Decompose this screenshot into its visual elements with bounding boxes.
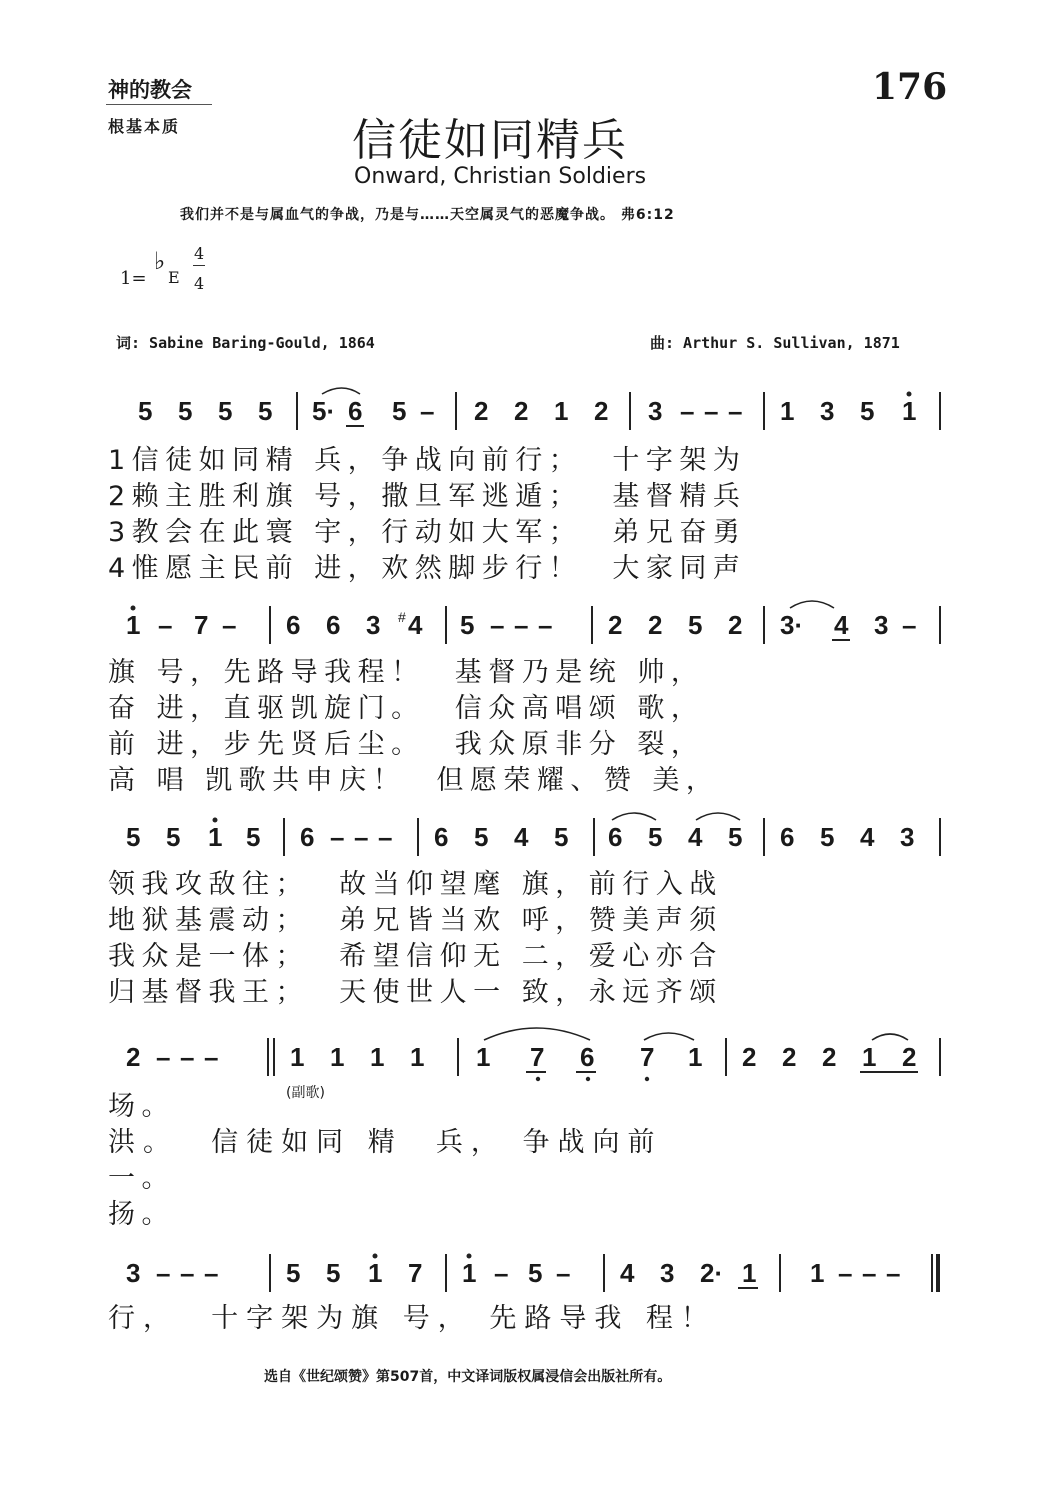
note: 1 [554, 396, 569, 426]
note: 1 [862, 1042, 877, 1072]
note: 1 [208, 822, 223, 852]
note: 5 [218, 396, 233, 426]
note: – [862, 1258, 877, 1288]
note: 6 [780, 822, 795, 852]
note: 2 [594, 396, 609, 426]
time-signature-bottom: 4 [194, 274, 205, 293]
note: – [180, 1258, 195, 1288]
note: 3 [648, 396, 663, 426]
note: 2 [902, 1042, 917, 1072]
low-octave-dot [536, 1077, 540, 1081]
high-octave-dot [373, 1254, 378, 1259]
lyric-line-2-2: 奋 进，直驱凯旋门。 信众高唱颂 歌， [108, 693, 705, 724]
time-signature-line [193, 265, 205, 266]
note: 2 [728, 610, 743, 640]
lyric-line-4-3: 一。 [108, 1163, 175, 1194]
note: 5 [688, 610, 703, 640]
note: 1 [410, 1042, 425, 1072]
note: 7 [530, 1042, 545, 1072]
slur [790, 601, 834, 608]
note: 1 [126, 610, 141, 640]
note: 3· [780, 610, 804, 640]
note: – [156, 1258, 171, 1288]
note: 6 [580, 1042, 595, 1072]
note: 5 [820, 822, 835, 852]
subcategory-label: 根基本质 [108, 117, 181, 136]
high-octave-dot [213, 818, 218, 823]
lyric-line-1-2: 2赖主胜利旗 号，撒旦军逃遁； 基督精兵 [108, 481, 747, 512]
low-octave-dot [645, 1077, 649, 1081]
key-note: E [168, 268, 180, 287]
note: 2· [700, 1258, 724, 1288]
note: – [330, 822, 345, 852]
note: 5 [860, 396, 875, 426]
page-title: 信徒如同精兵 [352, 115, 628, 166]
note: 3 [900, 822, 915, 852]
note: 4 [688, 822, 703, 852]
category-label: 神的教会 [108, 77, 192, 102]
note: 1 [902, 396, 917, 426]
note: 5 [648, 822, 663, 852]
lyric-line-3-2: 地狱基震动； 弟兄皆当欢 呼，赞美声须 [108, 905, 723, 936]
note: 4 [408, 610, 423, 640]
note: – [838, 1258, 853, 1288]
note: 6 [608, 822, 623, 852]
note: 5 [166, 822, 181, 852]
note: 2 [608, 610, 623, 640]
note: – [204, 1258, 219, 1288]
lyricist-credit: 词: Sabine Baring-Gould, 1864 [116, 334, 375, 352]
scripture-verse: 我们并不是与属血气的争战，乃是与……天空属灵气的恶魔争战。 弗6:12 [180, 207, 675, 223]
category-divider [106, 104, 212, 105]
note: 4 [514, 822, 529, 852]
note: 1 [810, 1258, 825, 1288]
note: 4 [860, 822, 875, 852]
note: – [680, 396, 695, 426]
notation-line-5 [0, 1248, 1049, 1296]
lyric-line-4-4: 扬。 [108, 1199, 175, 1230]
note: 5 [528, 1258, 543, 1288]
note: 2 [126, 1042, 141, 1072]
note: 5 [138, 396, 153, 426]
note: – [156, 1042, 171, 1072]
notation-line-2 [0, 600, 1049, 648]
note: 5 [728, 822, 743, 852]
slur [322, 388, 360, 394]
high-octave-dot [131, 606, 136, 611]
note: – [354, 822, 369, 852]
note: 3 [660, 1258, 675, 1288]
note: 3 [126, 1258, 141, 1288]
lyric-line-3-3: 我众是一体； 希望信仰无 二，爱心亦合 [108, 941, 723, 972]
lyric-line-2-3: 前 进，步先贤后尘。 我众原非分 裂， [108, 729, 705, 760]
note: 5 [126, 822, 141, 852]
note: 5 [326, 1258, 341, 1288]
note: 2 [782, 1042, 797, 1072]
lyric-line-5-1: 行， 十字架为旗 号， 先路导我 程！ [108, 1303, 716, 1334]
note: – [902, 610, 917, 640]
note: 5 [460, 610, 475, 640]
slur [872, 1034, 908, 1040]
copyright-footer: 选自《世纪颂赞》第507首，中文译词版权属浸信会出版社所有。 [264, 1369, 672, 1385]
note: 5 [178, 396, 193, 426]
flat-sign: ♭ [154, 246, 166, 275]
numbered-notation [0, 1032, 1049, 1092]
lyric-line-1-3: 3教会在此寰 宇，行动如大军； 弟兄奋勇 [108, 517, 747, 548]
note: – [514, 610, 529, 640]
note: 5 [258, 396, 273, 426]
note: 2 [514, 396, 529, 426]
english-title: Onward, Christian Soldiers [354, 164, 647, 189]
slur [484, 1028, 590, 1040]
key-prefix: 1= [120, 268, 147, 289]
low-octave-dot [586, 1077, 590, 1081]
note: 2 [648, 610, 663, 640]
note: 6 [348, 396, 363, 426]
note: 6 [326, 610, 341, 640]
numbered-notation [0, 386, 1049, 446]
note: 7 [194, 610, 209, 640]
note: 2 [474, 396, 489, 426]
note: 1 [742, 1258, 757, 1288]
note: 6 [286, 610, 301, 640]
note: – [886, 1258, 901, 1288]
time-signature-top: 4 [194, 244, 205, 263]
note: 1 [330, 1042, 345, 1072]
note: 5 [474, 822, 489, 852]
note: – [494, 1258, 509, 1288]
notation-line-3 [0, 812, 1049, 860]
note: 4 [834, 610, 849, 640]
lyric-line-1-4: 4惟愿主民前 进，欢然脚步行！ 大家同声 [108, 553, 747, 584]
lyric-line-1-1: 1信徒如同精 兵，争战向前行； 十字架为 [108, 445, 747, 476]
slur [644, 1033, 694, 1040]
note: 5 [554, 822, 569, 852]
sharp-sign: # [398, 609, 406, 625]
note: 1 [476, 1042, 491, 1072]
note: 4 [620, 1258, 635, 1288]
note: – [704, 396, 719, 426]
lyric-line-3-1: 领我攻敌往； 故当仰望麾 旗，前行入战 [108, 869, 723, 900]
lyric-line-3-4: 归基督我王； 天使世人一 致，永远齐颂 [108, 977, 723, 1008]
note: 1 [290, 1042, 305, 1072]
note: 7 [640, 1042, 655, 1072]
note: 6 [300, 822, 315, 852]
note: – [538, 610, 553, 640]
note: 3 [874, 610, 889, 640]
note: – [556, 1258, 571, 1288]
notation-line-4 [0, 1032, 1049, 1080]
note: 1 [688, 1042, 703, 1072]
note: – [728, 396, 743, 426]
note: – [378, 822, 393, 852]
note: 2 [742, 1042, 757, 1072]
note: 3 [820, 396, 835, 426]
slur [696, 813, 740, 820]
note: – [490, 610, 505, 640]
note: 7 [408, 1258, 423, 1288]
note: – [158, 610, 173, 640]
high-octave-dot [467, 1254, 472, 1259]
notation-line-1 [0, 386, 1049, 434]
note: – [420, 396, 435, 426]
slur [612, 813, 656, 820]
lyric-line-4-1: 场。 [108, 1091, 175, 1122]
lyric-line-2-1: 旗 号，先路导我程！ 基督乃是统 帅， [108, 657, 705, 688]
refrain-label: (副歌) [286, 1085, 325, 1101]
note: 6 [434, 822, 449, 852]
note: 5 [286, 1258, 301, 1288]
note: 1 [462, 1258, 477, 1288]
note: 1 [370, 1042, 385, 1072]
note: 5 [392, 396, 407, 426]
high-octave-dot [907, 392, 912, 397]
hymn-number: 176 [872, 66, 948, 108]
lyric-line-2-4: 高 唱 凯歌共申庆！ 但愿荣耀、赞 美， [108, 765, 720, 796]
note: 5· [312, 396, 336, 426]
note: 2 [822, 1042, 837, 1072]
lyric-line-4-2: 洪。 信徒如同 精 兵， 争战向前 [108, 1127, 663, 1158]
note: 1 [368, 1258, 383, 1288]
note: 3 [366, 610, 381, 640]
note: – [204, 1042, 219, 1072]
composer-credit: 曲: Arthur S. Sullivan, 1871 [650, 334, 900, 352]
note: – [222, 610, 237, 640]
note: 1 [780, 396, 795, 426]
note: 5 [246, 822, 261, 852]
note: – [180, 1042, 195, 1072]
